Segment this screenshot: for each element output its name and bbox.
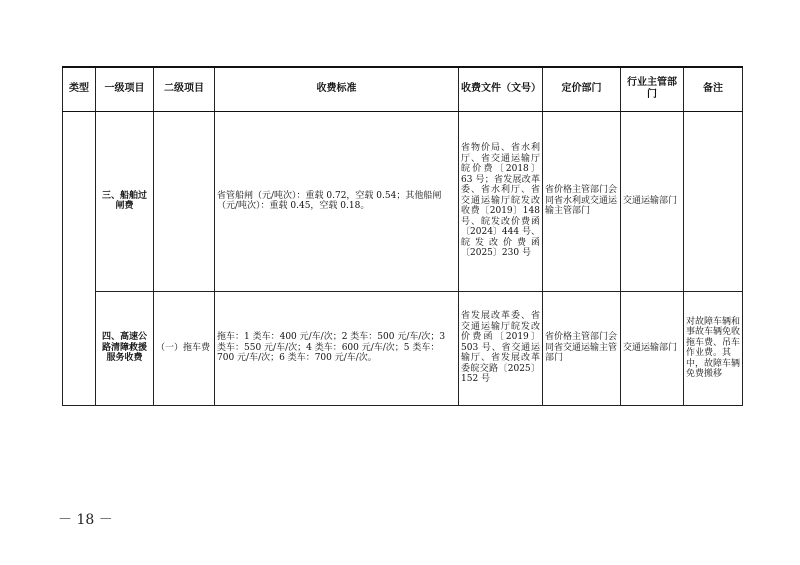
header-note: 备注 <box>684 67 743 111</box>
table-row <box>63 291 743 405</box>
document-cell: 省发展改革委、省交通运输厅皖发改价费函〔2019〕503 号、省交通运输厅、省发展改革委皖交路〔2025〕152 号 <box>459 291 543 405</box>
header-type: 类型 <box>63 67 96 111</box>
type-cell <box>63 111 96 405</box>
level1-cell: 三、船舶过闸费 <box>96 111 154 291</box>
table-row <box>63 111 743 291</box>
header-document: 收费文件（文号） <box>459 67 543 111</box>
document-cell: 省物价局、省水利厅、省交通运输厅皖价费〔2018〕63 号；省发展改革委、省水利厅、省交通运输厅皖发改收费〔2019〕148 号、皖发改价费函〔2024〕444 号、皖发改价费函〔2025〕230 号 <box>459 111 543 291</box>
level1-cell: 四、高速公路清障救援服务收费 <box>96 291 154 405</box>
standard-cell: 拖车：1 类车：400 元/车/次；2 类车：500 元/车/次；3 类车：550 元/车/次；4 类车：600 元/车/次；5 类车：700 元/车/次；6 类车：700 元/车/次。 <box>215 291 459 405</box>
header-level1: 一级项目 <box>96 67 154 111</box>
standard-cell: 省管船闸（元/吨次）：重载 0.72，空载 0.54；其他船闸（元/吨次）：重载 0.45，空载 0.18。 <box>215 111 459 291</box>
page-number: － 18 － <box>58 512 113 528</box>
note-cell <box>684 111 743 291</box>
level2-cell <box>154 111 215 291</box>
header-standard: 收费标准 <box>215 67 459 111</box>
note-cell: 对故障车辆和事故车辆免收拖车费、吊车作业费。其中，故障车辆免费搬移 <box>684 291 743 405</box>
pricing-dept-cell: 省价格主管部门会同省水利或交通运输主管部门 <box>543 111 621 291</box>
header-row <box>63 67 743 111</box>
header-level2: 二级项目 <box>154 67 215 111</box>
pricing-dept-cell: 省价格主管部门会同省交通运输主管部门 <box>543 291 621 405</box>
authority-cell: 交通运输部门 <box>621 111 684 291</box>
fee-table <box>62 66 743 406</box>
authority-cell: 交通运输部门 <box>621 291 684 405</box>
header-pricing-dept: 定价部门 <box>543 67 621 111</box>
header-authority: 行业主管部门 <box>621 67 684 111</box>
level2-cell: （一）拖车费 <box>154 291 215 405</box>
